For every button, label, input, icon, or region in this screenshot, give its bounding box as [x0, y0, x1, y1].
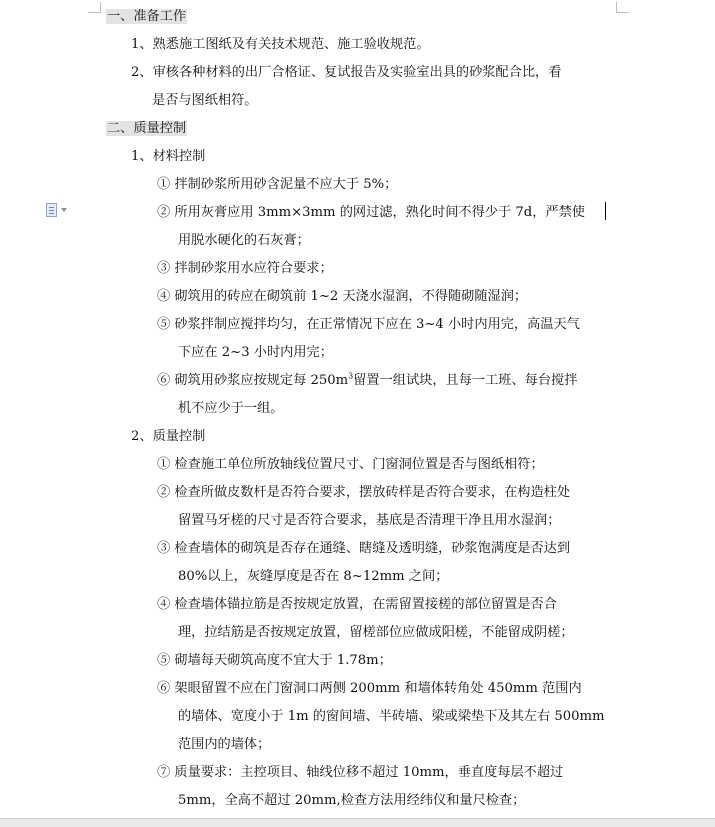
document-icon[interactable] — [46, 203, 57, 217]
quality-item-1: ① 检查施工单位所放轴线位置尺寸、门窗洞位置是否与图纸相符； — [157, 457, 544, 472]
quality-item-3-line-2: 80%以上，灰缝厚度是否在 8~12mm 之间； — [178, 569, 449, 584]
paragraph-1: 1、熟悉施工图纸及有关技术规范、施工验收规范。 — [131, 37, 430, 52]
page-corner-mark-top-left — [88, 2, 101, 13]
quality-item-7-line-2: 5mm，全高不超过 20mm,检查方法用经纬仪和量尺检查； — [178, 793, 526, 808]
paragraph-2-line-1: 2、审核各种材料的出厂合格证、复试报告及实验室出具的砂浆配合比，看 — [131, 65, 562, 80]
material-item-5-line-1: ⑤ 砂浆拌制应搅拌均匀，在正常情况下应在 3~4 小时内用完，高温天气 — [157, 317, 580, 332]
dropdown-arrow-icon[interactable] — [61, 208, 67, 212]
quality-item-7-line-1: ⑦ 质量要求：主控项目、轴线位移不超过 10mm，垂直度每层不超过 — [157, 765, 564, 780]
quality-item-4-line-2: 理，拉结筋是否按规定放置，留槎部位应做成阳槎，不能留成阴槎； — [178, 625, 574, 640]
material-item-6-text-b: 留置一组试块，且每一工班、每台搅拌 — [353, 373, 578, 388]
material-item-3: ③ 拌制砂浆用水应符合要求； — [157, 261, 333, 276]
quality-item-5: ⑤ 砌墙每天砌筑高度不宜大于 1.78m； — [157, 653, 392, 668]
quality-item-2-line-1: ② 检查所做皮数杆是否符合要求，摆放砖样是否符合要求，在构造柱处 — [157, 485, 571, 500]
material-item-1: ① 拌制砂浆所用砂含泥量不应大于 5%； — [157, 177, 398, 192]
quality-item-6-line-2: 的墙体、宽度小于 1m 的窗间墙、半砖墙、梁或梁垫下及其左右 500mm — [178, 709, 605, 724]
material-item-2-line-2: 用脱水硬化的石灰膏； — [178, 233, 310, 248]
page-corner-mark-top-right — [616, 2, 629, 13]
quality-item-6-line-1: ⑥ 架眼留置不应在门窗洞口两侧 200mm 和墙体转角处 450mm 范围内 — [157, 681, 582, 696]
quality-item-3-line-1: ③ 检查墙体的砌筑是否存在通缝、瞎缝及透明缝，砂浆饱满度是否达到 — [157, 541, 571, 556]
section-heading-2 — [106, 120, 187, 138]
section-heading-1 — [106, 8, 187, 26]
material-item-4: ④ 砌筑用的砖应在砌筑前 1~2 天浇水湿润，不得随砌随湿润； — [157, 289, 528, 304]
superscript-3: 3 — [348, 371, 354, 381]
quality-item-6-line-3: 范围内的墙体； — [178, 737, 271, 752]
quality-item-4-line-1: ④ 检查墙体锚拉筋是否按规定放置，在需留置接槎的部位留置是否合 — [157, 597, 557, 612]
subheading-material-control: 1、材料控制 — [131, 149, 206, 164]
material-item-6-line-2: 机不应少于一组。 — [178, 401, 284, 416]
material-item-2-line-1: ② 所用灰膏应用 3mm×3mm 的网过滤，熟化时间不得少于 7d，严禁使 — [157, 205, 585, 220]
material-item-6-line-1 — [157, 372, 577, 390]
material-item-5-line-2: 下应在 2~3 小时内用完； — [178, 345, 333, 360]
page-bottom-edge — [0, 818, 715, 827]
section-heading-1-text: 一、准备工作 — [107, 9, 187, 24]
material-item-6-text-a: ⑥ 砌筑用砂浆应按规定每 250m — [157, 373, 349, 388]
section-heading-2-text: 二、质量控制 — [107, 121, 187, 136]
text-cursor — [605, 202, 606, 220]
quality-item-2-line-2: 留置马牙槎的尺寸是否符合要求，基底是否清理干净且用水湿润； — [178, 513, 561, 528]
paragraph-2-line-2: 是否与图纸相符。 — [152, 93, 258, 108]
subheading-quality-control: 2、质量控制 — [131, 429, 206, 444]
